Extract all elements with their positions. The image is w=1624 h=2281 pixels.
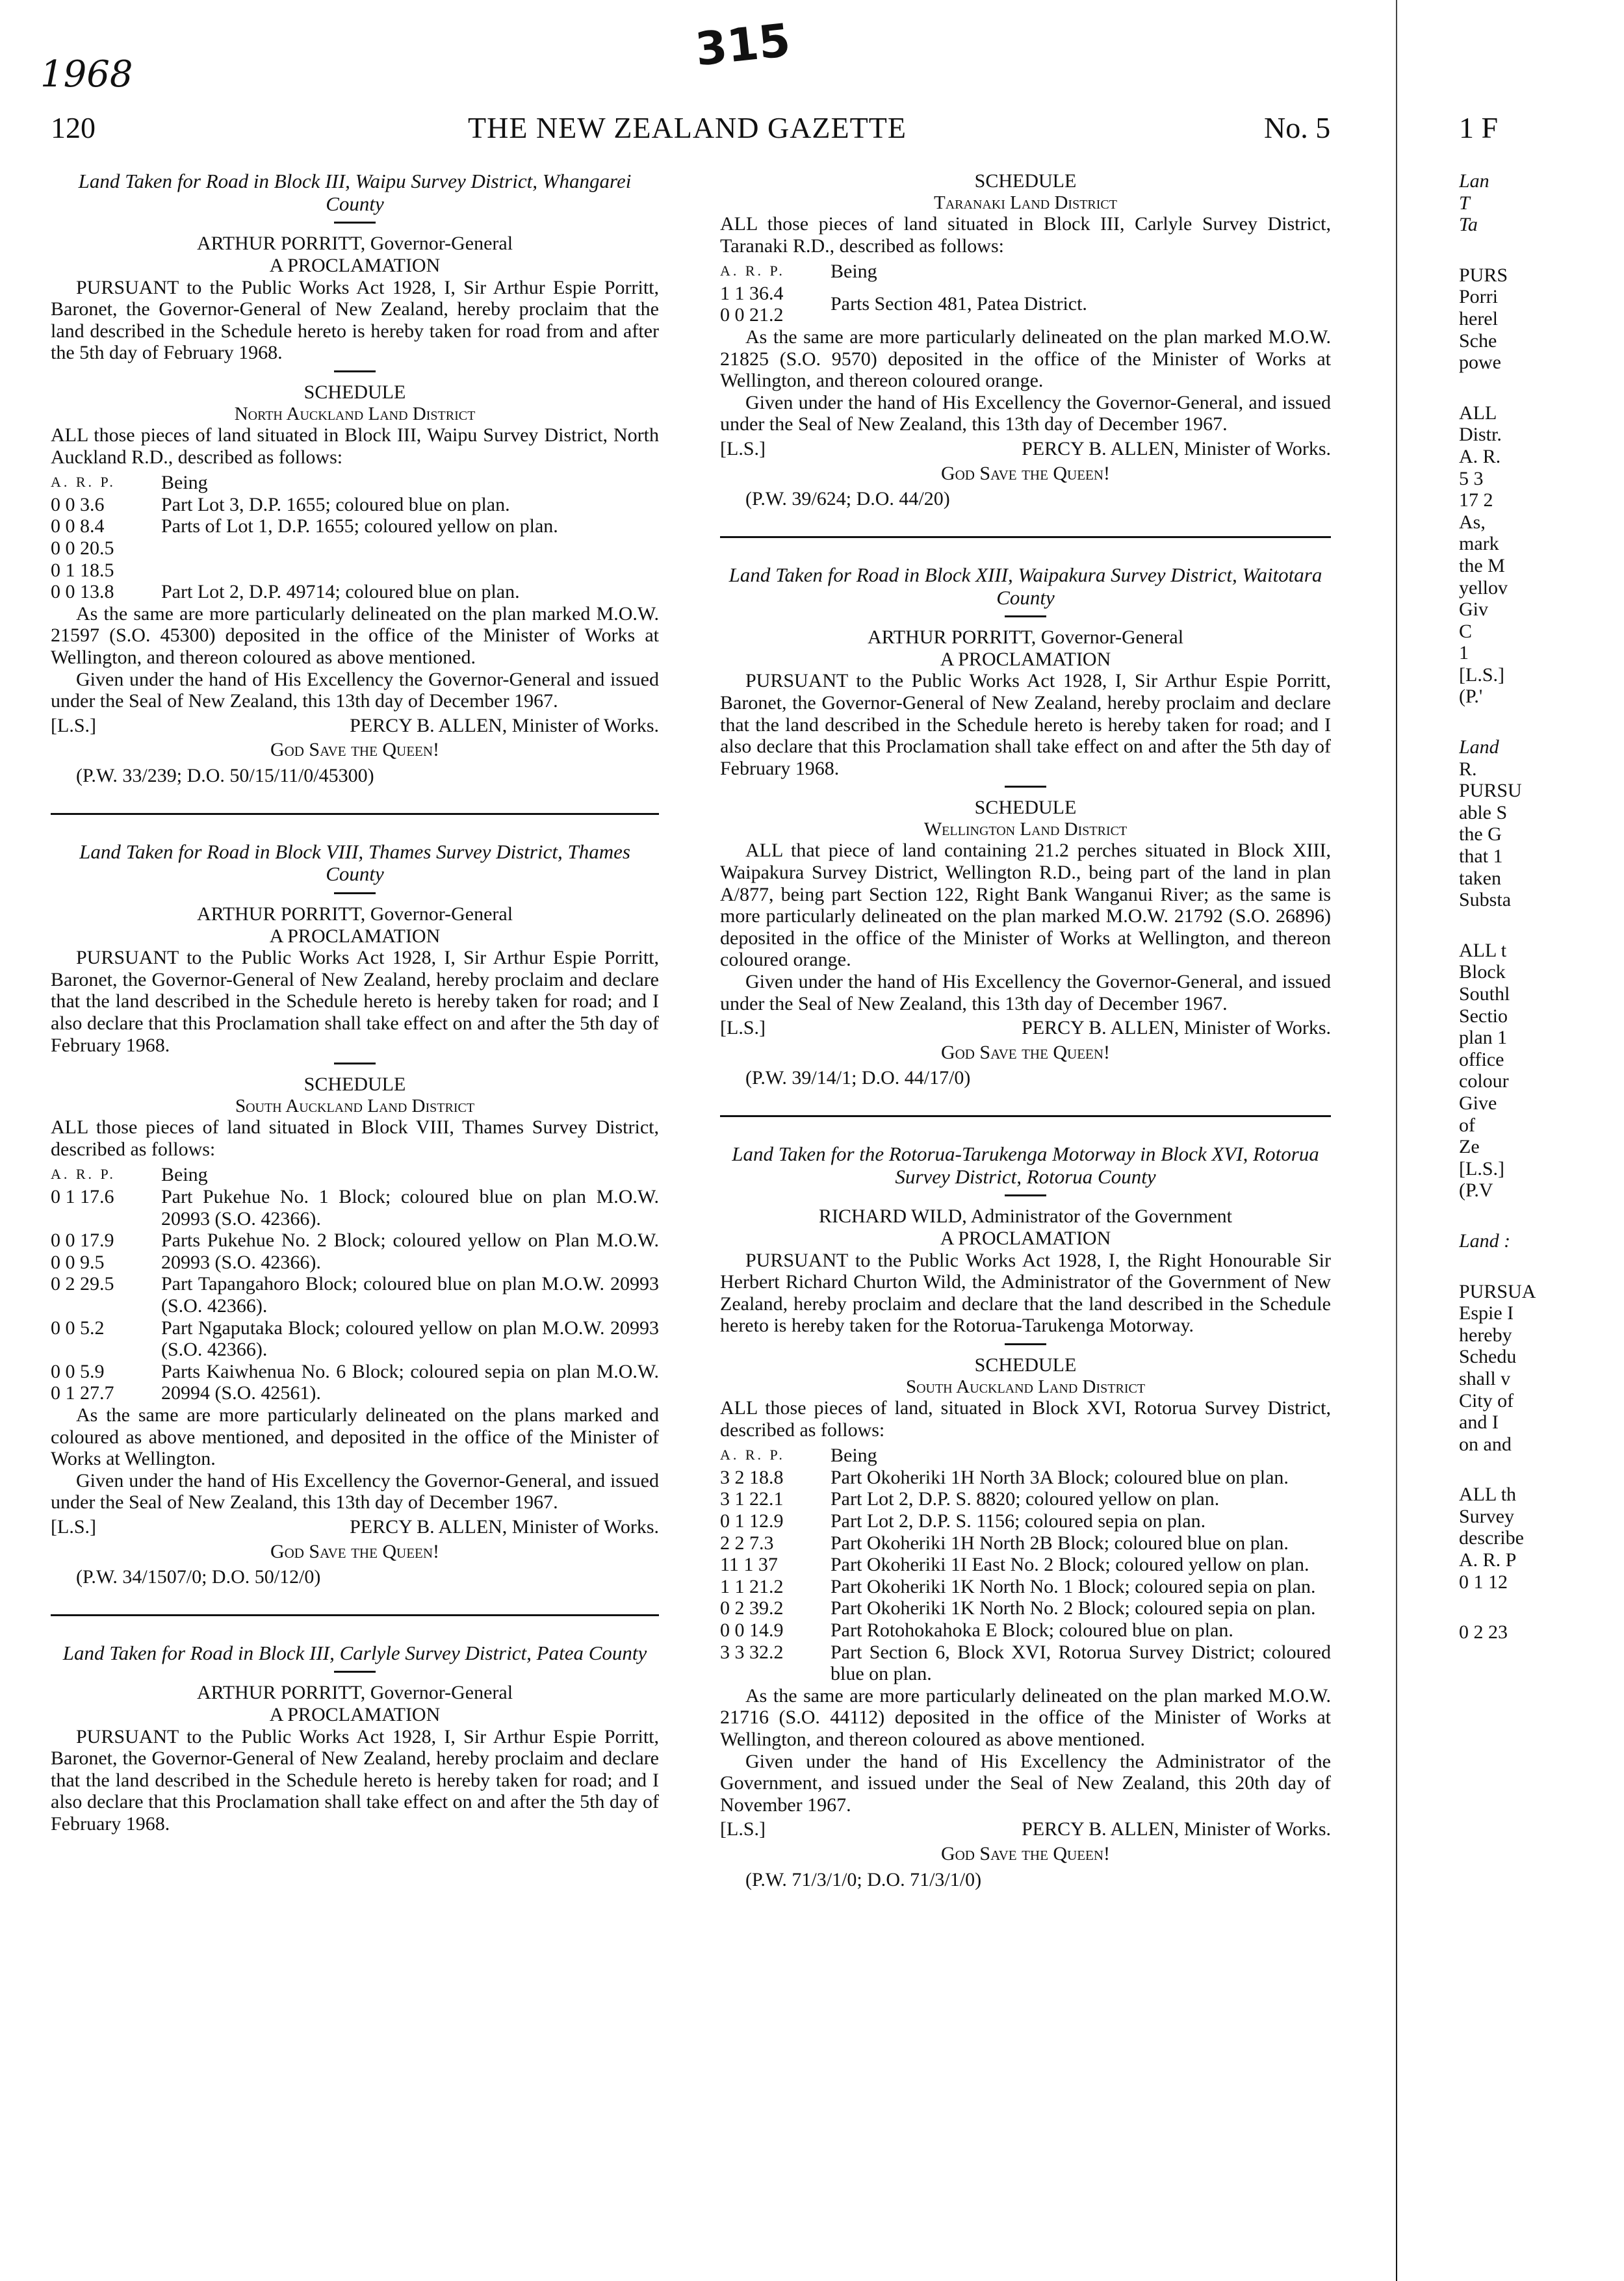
reference-number: (P.W. 71/3/1/0; D.O. 71/3/1/0)	[745, 1868, 982, 1890]
arp-header: A. R. P.	[720, 263, 785, 279]
fragment-line: able S	[1459, 801, 1508, 823]
land-description: Parts Section 481, Patea District.	[831, 292, 1087, 315]
minister-signature: PERCY B. ALLEN, Minister of Works.	[1022, 438, 1331, 459]
section-divider	[51, 813, 659, 815]
being-header: Being	[161, 472, 208, 494]
fragment-line: Sectio	[1459, 1005, 1508, 1027]
area-value: 3 3 32.2	[720, 1641, 784, 1663]
divider	[334, 1671, 376, 1673]
fragment-line	[1459, 236, 1615, 264]
fragment-line: 1	[1459, 642, 1469, 664]
land-description: Part Okoheriki 1I East No. 2 Block; coloured yellow on plan.	[831, 1554, 1309, 1576]
notice-title: Land Taken for the Rotorua-Tarukenga Motorway in Block XVI, Rotorua Survey District, Rotorua County	[732, 1142, 1319, 1188]
fragment-line: herel	[1459, 307, 1498, 329]
fragment-line: A. R. P	[1459, 1549, 1517, 1571]
delineation-text: As the same are more particularly delineated on the plans marked and coloured as above mentioned, and deposited in the office of the Minister of Works at Wellington.	[51, 1404, 659, 1470]
divider	[334, 1063, 376, 1064]
fragment-line: 17 2	[1459, 489, 1493, 511]
fragment-line: Ta	[1459, 214, 1478, 236]
fragment-line: Schedu	[1459, 1346, 1517, 1368]
fragment-line: (P.'	[1459, 686, 1483, 708]
governor-line: ARTHUR PORRITT, Governor-General	[196, 1682, 513, 1704]
fragment-line: Give	[1459, 1092, 1497, 1114]
fragment-line: ALL th	[1459, 1484, 1517, 1506]
arp-header: A. R. P.	[51, 1166, 116, 1183]
administrator-line: RICHARD WILD, Administrator of the Government	[818, 1205, 1233, 1228]
schedule-row	[51, 1186, 659, 1230]
issue-number: No. 5	[1264, 111, 1331, 144]
area-value: 0 0 5.2	[51, 1317, 105, 1339]
land-district: South Auckland Land District	[235, 1095, 475, 1116]
fragment-line: [L.S.]	[1459, 1157, 1504, 1179]
land-description: Part Section 6, Block XVI, Rotorua Survey District; coloured blue on plan.	[831, 1641, 1331, 1685]
schedule-row	[720, 1488, 1331, 1510]
fragment-line	[1459, 1455, 1615, 1484]
god-save-the-queen: God Save the Queen!	[940, 462, 1111, 484]
god-save-the-queen: God Save the Queen!	[940, 1842, 1111, 1864]
land-description: Parts of Lot 1, D.P. 1655; coloured yellow on plan.	[161, 515, 558, 537]
fragment-line: ALL	[1459, 402, 1497, 424]
divider	[334, 222, 376, 224]
land-description: Parts Kaiwhenua No. 6 Block; coloured sepia on plan M.O.W. 20994 (S.O. 42561).	[161, 1360, 659, 1404]
schedule-row	[720, 1576, 1331, 1598]
fragment-line: As,	[1459, 511, 1486, 533]
section-divider	[720, 536, 1331, 538]
fragment-line: Survey	[1459, 1505, 1514, 1527]
delineation-text: As the same are more particularly delineated on the plan marked M.O.W. 21597 (S.O. 45300) deposited in the office of the Minister of Works at Wellington, and thereon coloured as above mentioned.	[51, 602, 659, 668]
given-text: Given under the hand of His Excellency the Governor-General, and issued under the Seal of New Zealand, this 13th day of December 1967.	[720, 391, 1331, 435]
proclamation-body: PURSUANT to the Public Works Act 1928, I, Sir Arthur Espie Porritt, Baronet, the Governor-General of New Zealand, hereby proclaim and declare that the land described in the Schedule hereto is hereby taken for road; and I also declare that this Proclamation shall take effect on and after the 5th day of February 1968.	[720, 670, 1331, 779]
fragment-line: 0 1 12	[1459, 1571, 1508, 1593]
schedule-row	[51, 1273, 659, 1317]
land-description: Part Lot 2, D.P. S. 1156; coloured sepia on plan.	[831, 1510, 1206, 1532]
schedule-row	[51, 494, 659, 516]
proclamation-heading: A PROCLAMATION	[940, 648, 1111, 670]
fragment-line: Giv	[1459, 599, 1488, 621]
schedule-heading: SCHEDULE	[974, 797, 1077, 819]
reference-number: (P.W. 33/239; D.O. 50/15/11/0/45300)	[76, 764, 374, 786]
fragment-line: Porri	[1459, 286, 1498, 308]
schedule-heading: SCHEDULE	[303, 381, 406, 403]
handwritten-year: 1968	[40, 53, 133, 96]
schedule-row	[51, 1230, 659, 1273]
god-save-the-queen: God Save the Queen!	[270, 1540, 440, 1562]
divider	[1005, 786, 1046, 788]
fragment-line: T	[1459, 192, 1470, 214]
fragment-line: hereby	[1459, 1324, 1512, 1346]
fragment-line: the M	[1459, 554, 1505, 576]
fragment-line: mark	[1459, 533, 1499, 555]
given-text: Given under the hand of His Excellency the Administrator of the Government, and issued under the Seal of New Zealand, this 20th day of November 1967.	[720, 1750, 1331, 1816]
fragment-line: powe	[1459, 352, 1501, 374]
proclamation-heading: A PROCLAMATION	[269, 255, 441, 277]
fragment-line: Sche	[1459, 329, 1497, 352]
schedule-row	[720, 1532, 1331, 1554]
land-description: Part Okoheriki 1H North 3A Block; coloured blue on plan.	[831, 1466, 1289, 1488]
area-value: 0 0 8.4 0 0 20.5 0 1 18.5	[51, 515, 114, 581]
area-value: 0 2 39.2	[720, 1597, 784, 1619]
fragment-line: R.	[1459, 758, 1477, 780]
area-value: 0 0 17.9 0 0 9.5	[51, 1230, 114, 1273]
fragment-line: of	[1459, 1114, 1475, 1136]
schedule-row	[720, 1510, 1331, 1532]
area-value: 1 1 36.4 0 0 21.2	[720, 282, 784, 326]
land-description: Part Okoheriki 1K North No. 2 Block; coloured sepia on plan.	[831, 1597, 1316, 1619]
proclamation-body: PURSUANT to the Public Works Act 1928, I, Sir Arthur Espie Porritt, Baronet, the Governor-General of New Zealand, hereby proclaim and declare that the land described in the Schedule hereto is hereby taken for road; and I also declare that this Proclamation shall take effect on and after the 5th day of February 1968.	[51, 947, 659, 1056]
fragment-line: taken	[1459, 867, 1501, 889]
fragment-line: Block	[1459, 961, 1506, 983]
fragment-line	[1459, 911, 1615, 940]
fragment-line: on and	[1459, 1433, 1512, 1455]
proclamation-heading: A PROCLAMATION	[269, 1704, 441, 1725]
schedule-intro: ALL those pieces of land, situated in Block XVI, Rotorua Survey District, described as follows:	[720, 1397, 1331, 1441]
reference-number: (P.W. 39/14/1; D.O. 44/17/0)	[745, 1067, 971, 1089]
seal-mark: [L.S.]	[51, 714, 96, 736]
notice-title: Land Taken for Road in Block III, Carlyle Survey District, Patea County	[62, 1641, 647, 1664]
fragment-line: describe	[1459, 1527, 1524, 1549]
fragment-line: Substa	[1459, 889, 1512, 911]
land-description: Part Okoheriki 1H North 2B Block; coloured blue on plan.	[831, 1532, 1289, 1554]
schedule-intro: ALL those pieces of land situated in Block VIII, Thames Survey District, described as follows:	[51, 1116, 659, 1160]
land-district: Wellington Land District	[923, 818, 1128, 840]
land-district: Taranaki Land District	[934, 192, 1117, 213]
land-district: South Auckland Land District	[905, 1376, 1146, 1397]
area-value: 3 2 18.8	[720, 1466, 784, 1488]
land-description: Part Lot 2, D.P. S. 8820; coloured yellow on plan.	[831, 1488, 1220, 1510]
schedule-intro: ALL those pieces of land situated in Block III, Carlyle Survey District, Taranaki R.D., described as follows:	[720, 213, 1331, 257]
fragment-line: Land	[1459, 736, 1499, 758]
god-save-the-queen: God Save the Queen!	[940, 1041, 1111, 1063]
schedule-row	[720, 1642, 1331, 1685]
arp-header: A. R. P.	[720, 1447, 785, 1463]
divider	[1005, 615, 1046, 617]
land-description: Part Ngaputaka Block; coloured yellow on plan M.O.W. 20993 (S.O. 42366).	[161, 1317, 659, 1361]
schedule-row	[720, 1467, 1331, 1489]
signature-line	[720, 1017, 1331, 1039]
seal-mark: [L.S.]	[720, 438, 766, 459]
gazette-title: THE NEW ZEALAND GAZETTE	[468, 111, 907, 144]
fragment-line: Land :	[1459, 1230, 1511, 1252]
proclamation-body: PURSUANT to the Public Works Act 1928, I, the Right Honourable Sir Herbert Richard Churton Wild, the Administrator of the Government of New Zealand, hereby proclaim and declare that the land described in the Schedule hereto is hereby taken for the Rotorua-Tarukenga Motorway.	[720, 1249, 1331, 1337]
being-header: Being	[831, 1445, 877, 1467]
fragment-line: Distr.	[1459, 424, 1502, 446]
land-description: Part Tapangahoro Block; coloured blue on plan M.O.W. 20993 (S.O. 42366).	[161, 1273, 659, 1317]
fragment-line: (P.V	[1459, 1179, 1493, 1202]
minister-signature: PERCY B. ALLEN, Minister of Works.	[350, 714, 659, 736]
fragment-line	[1459, 1252, 1615, 1281]
minister-signature: PERCY B. ALLEN, Minister of Works.	[350, 1515, 659, 1538]
fragment-line: colour	[1459, 1070, 1509, 1092]
land-description: Part Okoheriki 1K North No. 1 Block; coloured sepia on plan.	[831, 1575, 1316, 1597]
fragment-line	[1459, 1202, 1615, 1230]
area-value: 0 1 17.6	[51, 1186, 114, 1207]
schedule-heading: SCHEDULE	[974, 170, 1077, 192]
divider	[334, 892, 376, 894]
fragment-line	[1459, 374, 1615, 402]
proclamation-heading: A PROCLAMATION	[269, 925, 441, 947]
minister-signature: PERCY B. ALLEN, Minister of Works.	[1022, 1017, 1331, 1039]
fragment-line: Espie I	[1459, 1302, 1514, 1324]
signature-line	[720, 438, 1331, 460]
governor-line: ARTHUR PORRITT, Governor-General	[867, 626, 1184, 649]
signature-line	[720, 1818, 1331, 1840]
schedule-intro: ALL that piece of land containing 21.2 perches situated in Block XIII, Waipakura Survey District, Wellington R.D., being part of the land in plan A/877, being part Section 122, Right Bank Wanganui River; as the same is more particularly delineated on the plan marked M.O.W. 21792 (S.O. 26896) deposited in the office of the Minister of Works at Wellington, and thereon coloured orange.	[720, 840, 1331, 971]
column-right-fragment	[1459, 170, 1615, 1643]
delineation-text: As the same are more particularly delineated on the plan marked M.O.W. 21825 (S.O. 9570) deposited in the office of the Minister of Works at Wellington, and thereon coloured orange.	[720, 326, 1331, 392]
fragment-line: plan 1	[1459, 1027, 1508, 1049]
reference-number: (P.W. 39/624; D.O. 44/20)	[745, 488, 950, 510]
schedule-header-row	[51, 468, 659, 494]
governor-line: ARTHUR PORRITT, Governor-General	[196, 233, 513, 255]
area-value: 0 0 5.9 0 1 27.7	[51, 1360, 114, 1404]
page-stamp: 315	[693, 13, 793, 77]
schedule-heading: SCHEDULE	[974, 1354, 1077, 1376]
area-value: 0 0 14.9	[720, 1619, 784, 1641]
reference-number: (P.W. 34/1507/0; D.O. 50/12/0)	[76, 1566, 321, 1588]
land-district: North Auckland Land District	[234, 403, 476, 424]
schedule-header-row	[51, 1160, 659, 1186]
area-value: 0 0 3.6	[51, 493, 105, 515]
fragment-line: yellov	[1459, 576, 1508, 599]
page-number: 120	[51, 111, 96, 144]
schedule-row	[720, 283, 1331, 326]
schedule-row	[51, 1361, 659, 1404]
fragment-line: PURSU	[1459, 780, 1522, 802]
fragment-line: A. R.	[1459, 445, 1501, 467]
land-description: Part Pukehue No. 1 Block; coloured blue on plan M.O.W. 20993 (S.O. 42366).	[161, 1186, 659, 1230]
schedule-row	[51, 581, 659, 603]
fragment-line: 5 3	[1459, 467, 1484, 489]
divider	[334, 370, 376, 372]
arp-header: A. R. P.	[51, 474, 116, 491]
notice-title: Land Taken for Road in Block XIII, Waipakura Survey District, Waitotara County	[728, 563, 1322, 609]
notice-title: Land Taken for Road in Block VIII, Thames Survey District, Thames County	[79, 840, 630, 886]
area-value: 2 2 7.3	[720, 1532, 774, 1554]
being-header: Being	[161, 1164, 208, 1186]
seal-mark: [L.S.]	[51, 1515, 96, 1538]
schedule-row	[720, 1554, 1331, 1576]
given-text: Given under the hand of His Excellency the Governor-General, and issued under the Seal of New Zealand, this 13th day of December 1967.	[51, 1469, 659, 1514]
schedule-row	[720, 1619, 1331, 1642]
fragment-line: that 1	[1459, 845, 1503, 868]
area-value: 0 0 13.8	[51, 581, 114, 603]
signature-line	[51, 1516, 659, 1538]
section-divider	[720, 1115, 1331, 1117]
schedule-header-row	[720, 1441, 1331, 1467]
fragment-line: PURS	[1459, 264, 1508, 286]
proclamation-heading: A PROCLAMATION	[940, 1228, 1111, 1249]
schedule-heading: SCHEDULE	[303, 1074, 406, 1096]
seal-mark: [L.S.]	[720, 1818, 766, 1840]
fragment-line: Ze	[1459, 1136, 1480, 1158]
fragment-line: C	[1459, 620, 1473, 642]
area-value: 3 1 22.1	[720, 1488, 784, 1510]
fragment-line: Southl	[1459, 983, 1510, 1005]
area-value: 11 1 37	[720, 1554, 778, 1576]
fragment-line: Lan	[1459, 170, 1489, 192]
fragment-line	[1459, 708, 1615, 736]
god-save-the-queen: God Save the Queen!	[270, 739, 440, 761]
fragment-line: [L.S.]	[1459, 664, 1504, 686]
fragment-line: and I	[1459, 1411, 1499, 1434]
area-value: 1 1 21.2	[720, 1575, 784, 1597]
fragment-line: ALL t	[1459, 939, 1507, 961]
minister-signature: PERCY B. ALLEN, Minister of Works.	[1022, 1818, 1331, 1840]
divider	[1005, 1194, 1046, 1196]
schedule-row	[720, 1597, 1331, 1619]
fragment-line	[1459, 1593, 1615, 1621]
area-value: 0 1 12.9	[720, 1510, 784, 1532]
column-left	[51, 170, 659, 1835]
proclamation-body: PURSUANT to the Public Works Act 1928, I, Sir Arthur Espie Porritt, Baronet, the Governor-General of New Zealand, hereby proclaim that the land described in the Schedule hereto is hereby taken for road from and after the 5th day of February 1968.	[51, 276, 659, 364]
fragment-line: City of	[1459, 1389, 1514, 1411]
land-description: Part Lot 3, D.P. 1655; coloured blue on plan.	[161, 493, 510, 515]
section-divider	[51, 1614, 659, 1616]
land-description: Parts Pukehue No. 2 Block; coloured yellow on Plan M.O.W. 20993 (S.O. 42366).	[161, 1230, 659, 1273]
fragment-line: PURSUA	[1459, 1280, 1536, 1302]
schedule-header-row	[720, 257, 1331, 283]
delineation-text: As the same are more particularly delineated on the plan marked M.O.W. 21716 (S.O. 44112) deposited in the office of the Minister of Works at Wellington, and thereon coloured as above mentioned.	[720, 1684, 1331, 1750]
being-header: Being	[831, 261, 877, 283]
divider	[1005, 1343, 1046, 1345]
next-page-fragment: 1 F	[1459, 111, 1499, 144]
fragment-line: office	[1459, 1048, 1504, 1070]
given-text: Given under the hand of His Excellency the Governor-General, and issued under the Seal of New Zealand, this 13th day of December 1967.	[720, 971, 1331, 1014]
schedule-row	[51, 515, 659, 581]
page-fold-edge	[1396, 0, 1397, 2281]
fragment-line: 0 2 23	[1459, 1621, 1508, 1643]
seal-mark: [L.S.]	[720, 1017, 766, 1039]
land-description: Part Rotohokahoka E Block; coloured blue on plan.	[831, 1619, 1233, 1641]
given-text: Given under the hand of His Excellency the Governor-General and issued under the Seal of New Zealand, this 13th day of December 1967.	[51, 668, 659, 712]
area-value: 0 2 29.5	[51, 1273, 114, 1295]
fragment-line: shall v	[1459, 1367, 1511, 1389]
fragment-line: the G	[1459, 823, 1502, 845]
notice-title: Land Taken for Road in Block III, Waipu Survey District, Whangarei County	[78, 170, 632, 215]
proclamation-body: PURSUANT to the Public Works Act 1928, I, Sir Arthur Espie Porritt, Baronet, the Governor-General of New Zealand, hereby proclaim and declare that the land described in the Schedule hereto is hereby taken for road; and I also declare that this Proclamation shall take effect on and after the 5th day of February 1968.	[51, 1725, 659, 1835]
land-description: Part Lot 2, D.P. 49714; coloured blue on plan.	[161, 581, 520, 603]
schedule-row	[51, 1317, 659, 1361]
schedule-intro: ALL those pieces of land situated in Block III, Waipu Survey District, North Auckland R.D., described as follows:	[51, 424, 659, 468]
governor-line: ARTHUR PORRITT, Governor-General	[196, 903, 513, 925]
signature-line	[51, 715, 659, 737]
column-middle	[720, 170, 1331, 1890]
